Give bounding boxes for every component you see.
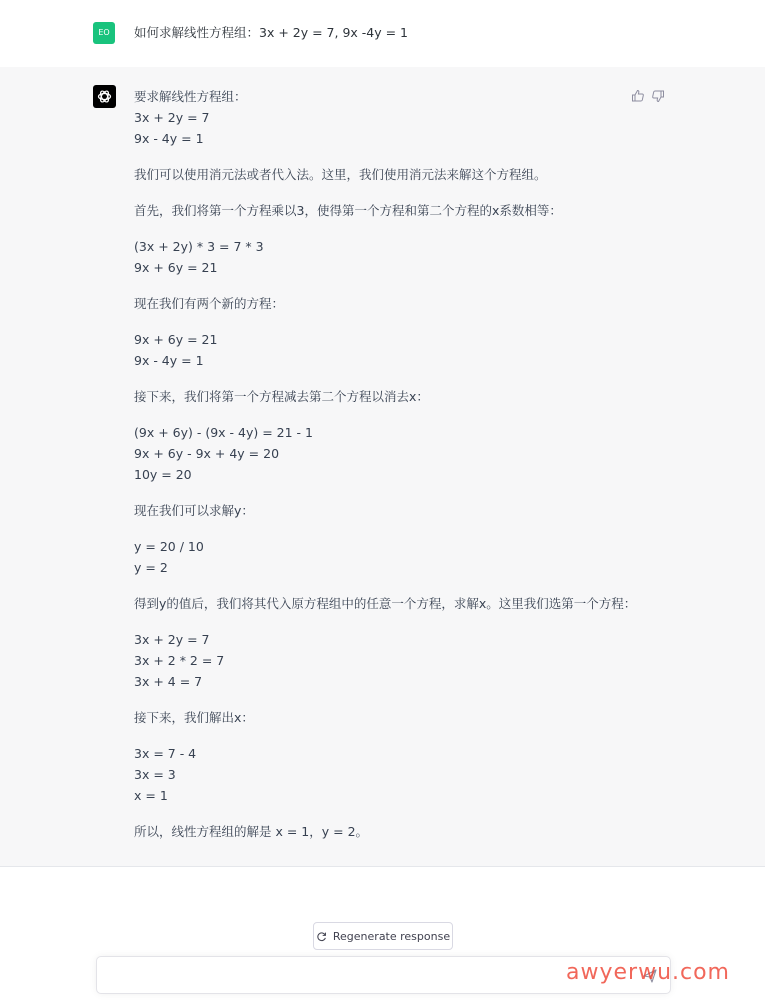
response-line: 要求解线性方程组：	[134, 89, 247, 104]
response-line: 3x + 2y = 7	[134, 110, 210, 125]
response-line: 得到y的值后，我们将其代入原方程组中的任意一个方程，求解x。这里我们选第一个方程：	[134, 596, 637, 611]
regenerate-response-label: Regenerate response	[332, 929, 451, 943]
watermark-text: awyerwu.com	[566, 960, 730, 985]
thumbs-up-icon[interactable]	[631, 88, 645, 102]
response-line: 3x + 2 * 2 = 7	[134, 653, 225, 668]
response-line: 10y = 20	[134, 467, 192, 482]
response-line: 9x + 6y = 21	[134, 260, 218, 275]
response-line: 3x = 3	[134, 767, 176, 782]
response-line: 首先，我们将第一个方程乘以3，使得第一个方程和第二个方程的x系数相等：	[134, 203, 562, 218]
response-line: 9x + 6y - 9x + 4y = 20	[134, 446, 280, 461]
response-line: 3x + 2y = 7	[134, 632, 210, 647]
response-line: x = 1	[134, 788, 168, 803]
response-line: 现在我们有两个新的方程：	[134, 296, 285, 311]
thumbs-down-icon[interactable]	[651, 88, 665, 102]
response-line: 3x = 7 - 4	[134, 746, 197, 761]
response-line: 9x + 6y = 21	[134, 332, 218, 347]
response-line: 9x - 4y = 1	[134, 353, 204, 368]
response-line: 接下来，我们将第一个方程减去第二个方程以消去x：	[134, 389, 429, 404]
response-line: 我们可以使用消元法或者代入法。这里，我们使用消元法来解这个方程组。	[134, 167, 547, 182]
user-message-row	[0, 0, 765, 68]
response-line: y = 2	[134, 560, 168, 575]
response-line: 3x + 4 = 7	[134, 674, 203, 689]
response-line: 9x - 4y = 1	[134, 131, 204, 146]
openai-logo-icon	[93, 85, 116, 108]
assistant-message-row	[0, 67, 765, 867]
response-line: (3x + 2y) * 3 = 7 * 3	[134, 239, 264, 254]
response-line: 接下来，我们解出x：	[134, 710, 254, 725]
response-line: (9x + 6y) - (9x - 4y) = 21 - 1	[134, 425, 313, 440]
response-line: 现在我们可以求解y：	[134, 503, 254, 518]
response-line: 所以，线性方程组的解是 x = 1，y = 2。	[134, 824, 369, 839]
message-input[interactable]	[109, 957, 633, 993]
user-avatar: EO	[93, 22, 115, 44]
regenerate-response-button[interactable]	[313, 922, 453, 950]
user-message-text: 如何求解线性方程组：3x + 2y = 7, 9x -4y = 1	[134, 25, 408, 40]
response-line: y = 20 / 10	[134, 539, 204, 554]
refresh-icon	[316, 931, 327, 942]
